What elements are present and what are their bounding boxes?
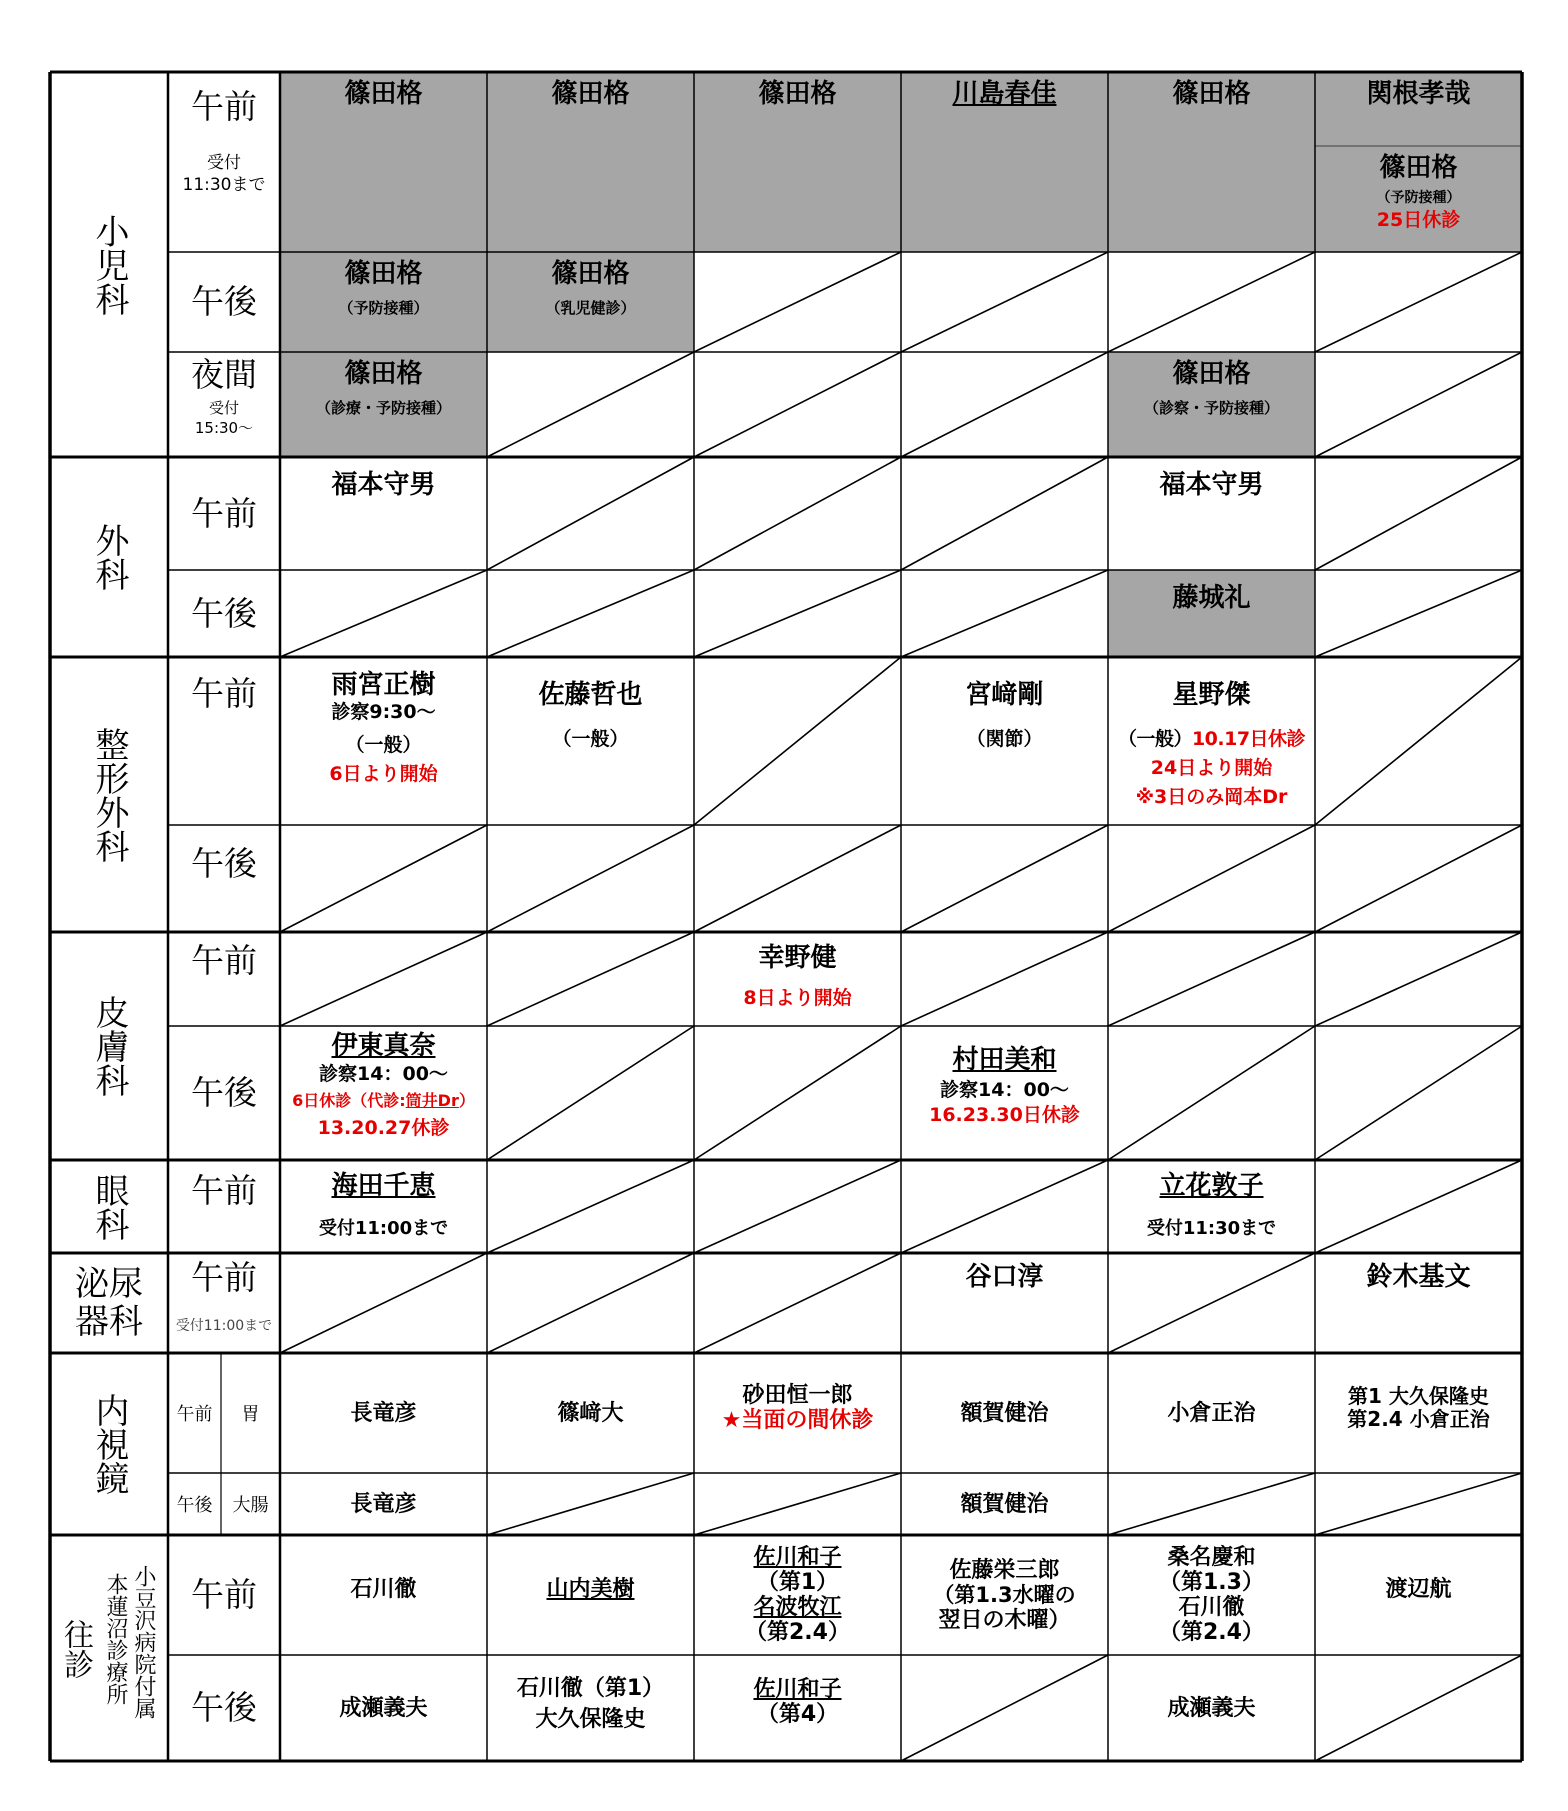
surg-am-mon: 福本守男: [331, 470, 436, 500]
ortho-am-thu: 宮﨑剛 （関節）: [965, 680, 1044, 750]
diagonal-line: [280, 570, 487, 657]
period-pediatrics-pm: 午後: [191, 282, 257, 321]
dept-homecare: [50, 1535, 168, 1761]
diagonal-line: [1315, 570, 1522, 657]
endo-pm-thu: 額賀健治: [960, 1491, 1049, 1517]
dept-ophthalmology: 眼科: [89, 1172, 129, 1241]
diagonal-line: [1315, 1160, 1522, 1253]
derm-pm-thu: 村田美和 診察14：00～ 16.23.30日休診: [929, 1045, 1080, 1126]
endo-am-fri: 小倉正治: [1167, 1400, 1256, 1426]
diagonal-line: [901, 252, 1108, 352]
diagonal-line: [487, 1253, 694, 1353]
ped-am-tue: 篠田格: [551, 79, 630, 109]
ped-am-mon: 篠田格: [344, 79, 423, 109]
diagonal-line: [487, 825, 694, 932]
derm-am-wed: 幸野健 8日より開始: [743, 943, 852, 1009]
ped-pm-tue: 篠田格 （乳児健診）: [545, 259, 636, 317]
home-am-mon: 石川徹: [350, 1576, 417, 1602]
diagonal-line: [487, 932, 694, 1026]
diagonal-line: [694, 1473, 901, 1535]
period-endo-am: 午前: [176, 1404, 213, 1425]
diagonal-line: [1108, 1026, 1315, 1160]
diagonal-line: [487, 457, 694, 570]
endo-am-sat: 第1 大久保隆史 第2.4 小倉正治: [1347, 1384, 1490, 1431]
derm-pm-mon: 伊東真奈 診察14：00～ 6日休診（代診:筒井Dr） 13.20.27休診: [292, 1031, 475, 1139]
diagonal-line: [1108, 1473, 1315, 1535]
diagonal-line: [694, 457, 901, 570]
home-am-sat: 渡辺航: [1385, 1576, 1452, 1602]
home-am-fri: 桑名慶和 （第1.3） 石川徹 （第2.4）: [1159, 1545, 1264, 1645]
ped-am-sat-second: 篠田格 （予防接種） 25日休診: [1376, 153, 1461, 231]
diagonal-line: [694, 352, 901, 457]
surg-pm-fri: 藤城礼: [1172, 583, 1251, 613]
diagonal-line: [901, 932, 1108, 1026]
dept-dermatology: 皮膚科: [89, 995, 129, 1097]
diagonal-line: [694, 1026, 901, 1160]
period-endo-pm: 午後: [176, 1495, 213, 1516]
dept-orthopedics: 整形外科: [89, 726, 129, 863]
ortho-am-mon: 雨宮正樹 診察9:30～ （一般） 6日より開始: [329, 670, 438, 785]
period-pediatrics-am: 午前 受付 11:30まで: [182, 87, 266, 195]
ped-night-mon: 篠田格 （診療・予防接種）: [315, 359, 451, 417]
uro-am-sat: 鈴木基文: [1366, 1262, 1471, 1292]
ophth-am-mon: 海田千恵 受付11:00まで: [318, 1171, 449, 1239]
diagonal-line: [1315, 252, 1522, 352]
ped-am-fri: 篠田格: [1172, 79, 1251, 109]
diagonal-line: [901, 1160, 1108, 1253]
diagonal-line: [487, 1473, 694, 1535]
diagonal-line: [1315, 932, 1522, 1026]
period-surgery-am: 午前: [191, 493, 257, 533]
ped-am-thu: 川島春佳: [952, 79, 1057, 109]
ped-am-sat: 関根孝哉: [1366, 79, 1471, 109]
organ-endo-pm: 大腸: [232, 1495, 269, 1516]
period-pediatrics-night: 夜間 受付 15:30〜: [191, 355, 257, 437]
home-pm-wed: 佐川和子 （第4）: [753, 1677, 842, 1727]
endo-am-wed: 砂田恒一郎 ★当面の間休診: [721, 1383, 874, 1433]
diagonal-line: [1315, 1473, 1522, 1535]
diagonal-line: [487, 352, 694, 457]
ped-am-wed: 篠田格: [758, 79, 837, 109]
diagonal-line: [694, 570, 901, 657]
home-pm-fri: 成瀬義夫: [1167, 1695, 1256, 1721]
ped-night-fri: 篠田格 （診察・予防接種）: [1143, 359, 1279, 417]
diagonal-line: [694, 825, 901, 932]
period-derm-am: 午前: [191, 941, 257, 980]
endo-am-tue: 篠﨑大: [557, 1400, 624, 1426]
dept-urology: 泌尿器科: [75, 1264, 143, 1342]
ortho-am-fri: 星野傑 （一般）10.17日休診 24日より開始 ※3日のみ岡本Dr: [1117, 680, 1306, 808]
ophth-am-fri: 立花敦子 受付11:30まで: [1146, 1171, 1277, 1239]
period-ortho-am: 午前: [191, 674, 257, 713]
endo-am-mon: 長竜彦: [350, 1400, 417, 1426]
period-derm-pm: 午後: [191, 1073, 257, 1112]
homecare-clinic-name-1: 小豆沢病院付属: [131, 1565, 156, 1719]
ortho-am-tue: 佐藤哲也 （一般）: [538, 680, 643, 750]
homecare-clinic-name-2: 本蓮沼診療所: [103, 1573, 128, 1705]
home-am-tue: 山内美樹: [546, 1576, 635, 1602]
diagonal-line: [901, 570, 1108, 657]
ped-pm-mon: 篠田格 （予防接種）: [338, 259, 429, 317]
diagonal-line: [901, 457, 1108, 570]
diagonal-line: [487, 1026, 694, 1160]
homecare-label: 往診: [58, 1619, 93, 1679]
diagonal-line: [1315, 352, 1522, 457]
dept-pediatrics: 小児科: [89, 213, 129, 316]
home-am-thu: 佐藤栄三郎 （第1.3水曜の 翌日の木曜）: [933, 1557, 1076, 1633]
diagonal-line: [1315, 1026, 1522, 1160]
diagonal-line: [1108, 1253, 1315, 1353]
diagonal-line: [280, 1253, 487, 1353]
diagonal-line: [487, 1160, 694, 1253]
period-home-pm: 午後: [191, 1688, 257, 1727]
period-surgery-pm: 午後: [191, 593, 257, 633]
period-ophth-am: 午前: [191, 1171, 257, 1210]
diagonal-line: [901, 352, 1108, 457]
home-am-wed: 佐川和子 （第1） 名波牧江 （第2.4）: [745, 1545, 850, 1645]
diagonal-line: [694, 252, 901, 352]
surg-am-fri: 福本守男: [1159, 470, 1264, 500]
diagonal-line: [901, 1655, 1108, 1761]
period-ortho-pm: 午後: [191, 844, 257, 883]
diagonal-line: [694, 1160, 901, 1253]
diagonal-line: [694, 1253, 901, 1353]
diagonal-line: [280, 932, 487, 1026]
dept-endoscopy: 内視鏡: [89, 1393, 129, 1495]
diagonal-line: [694, 657, 901, 825]
diagonal-line: [1108, 932, 1315, 1026]
diagonal-line: [1315, 825, 1522, 932]
endo-pm-mon: 長竜彦: [350, 1491, 417, 1517]
diagonal-line: [1315, 1655, 1522, 1761]
uro-am-thu: 谷口淳: [965, 1262, 1044, 1292]
period-urology-am: 午前 受付11:00まで: [175, 1258, 273, 1334]
period-home-am: 午前: [191, 1575, 257, 1614]
organ-endo-am: 胃: [241, 1404, 260, 1425]
diagonal-line: [1108, 825, 1315, 932]
endo-am-thu: 額賀健治: [960, 1400, 1049, 1426]
home-pm-tue: 石川徹（第1） 大久保隆史: [516, 1675, 665, 1732]
diagonal-line: [901, 825, 1108, 932]
dept-surgery: 外科: [89, 523, 129, 591]
diagonal-line: [487, 570, 694, 657]
home-pm-mon: 成瀬義夫: [339, 1695, 428, 1721]
diagonal-line: [280, 825, 487, 932]
diagonal-line: [1315, 657, 1522, 825]
diagonal-line: [1315, 457, 1522, 570]
diagonal-line: [1108, 252, 1315, 352]
